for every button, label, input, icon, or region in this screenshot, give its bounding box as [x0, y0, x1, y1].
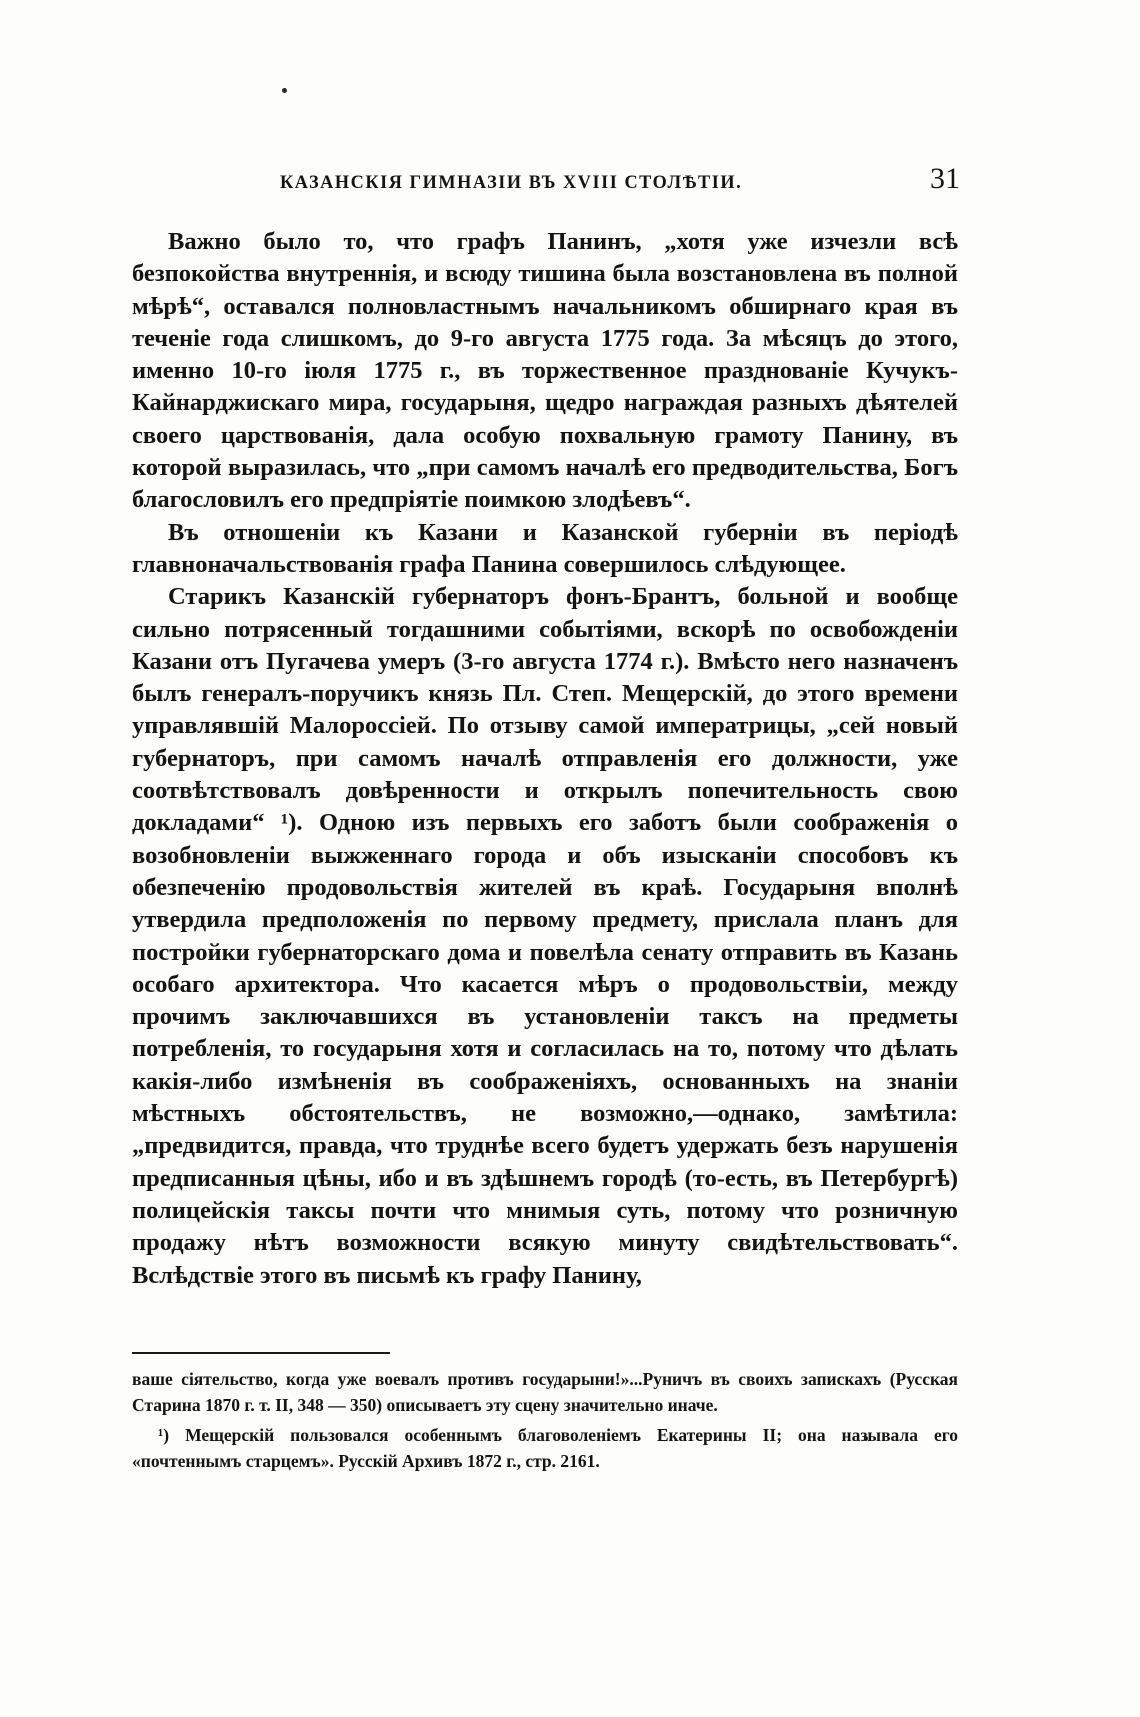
body-text [132, 226, 958, 1292]
paragraph: Важно было то, что графъ Панинъ, „хотя уже изчезли всѣ безпокойства внутреннія, и всюду тишина была возстановлена въ полной мѣрѣ“, оставался полновластнымъ начальникомъ обширнаго края въ теченіе года слишкомъ, до 9-го августа 1775 года. За мѣсяцъ до этого, именно 10-го іюля 1775 г., въ торжественное празднованіе Кучукъ-Кайнарджискаго мира, государыня, щедро награждая разныхъ дѣятелей своего царствованія, дала особую похвальную грамоту Панину, въ которой выразилась, что „при самомъ началѣ его предводительства, Богъ благословилъ его предпріятіе поимкою злодѣевъ“. [132, 228, 958, 514]
footnote-text: Мещерскій пользовался особеннымъ благоволеніемъ Екатерины II; она называла его «почтеннымъ старцемъ». Русскій Архивъ 1872 г., стр. 2161. [132, 1425, 958, 1471]
page-header [132, 162, 960, 204]
footnote-rule [132, 1352, 390, 1354]
footnote [132, 1422, 958, 1474]
footnote-continuation: ваше сіятельство, когда уже воевалъ противъ государыни!»...Руничъ въ своихъ запискахъ (Русская Старина 1870 г. т. II, 348 — 350) описываетъ эту сцену значительно иначе. [132, 1369, 958, 1415]
footnotes [132, 1366, 958, 1474]
paragraph: Въ отношеніи къ Казани и Казанской губерніи въ періодѣ главноначальствованія графа Панина совершилось слѣдующее. [132, 518, 958, 578]
ink-speck [282, 88, 287, 93]
paragraph: Старикъ Казанскій губернаторъ фонъ-Брантъ, больной и вообще сильно потрясенный тогдашними событіями, вскорѣ по освобожденіи Казани отъ Пугачева умеръ (3-го августа 1774 г.). Вмѣсто него назначенъ былъ генералъ-поручикъ князь Пл. Степ. Мещерскій, до этого времени управлявшій Малороссіей. По отзыву самой императрицы, „сей новый губернаторъ, при самомъ началѣ отправленія его должности, уже соотвѣтствовалъ довѣренности и открылъ попечительность свою докладами“ ¹). Одною изъ первыхъ его заботъ были соображенія о возобновленіи выжженнаго города и объ изысканіи способовъ къ обезпеченію продовольствія жителей въ краѣ. Государыня вполнѣ утвердила предположенія по первому предмету, прислала планъ для постройки губернаторскаго дома и повелѣла сенату отправить въ Казань особаго архитектора. Что касается мѣръ о продовольствіи, между прочимъ заключавшихся въ установленіи таксъ на предметы потребленія, то государыня хотя и согласилась на то, потому что дѣлать какія-либо измѣненія въ соображеніяхъ, основанныхъ на знаніи мѣстныхъ обстоятельствъ, не возможно,—однако, замѣтила: „предвидится, правда, что труднѣе всего будетъ удержать безъ нарушенія предписанныя цѣны, ибо и въ здѣшнемъ городѣ (то-есть, въ Петербургѣ) полицейскія таксы почти что мнимыя суть, потому что розничную продажу нѣтъ возможности всякую минуту свидѣтельствовать“. Вслѣдствіе этого въ письмѣ къ графу Панину, [132, 583, 958, 1289]
page-number: 31 [930, 162, 960, 195]
footnote-marker: ¹) [158, 1425, 170, 1445]
running-head: КАЗАНСКІЯ ГИМНАЗІИ ВЪ XVIII СТОЛѢТІИ. [280, 172, 743, 193]
